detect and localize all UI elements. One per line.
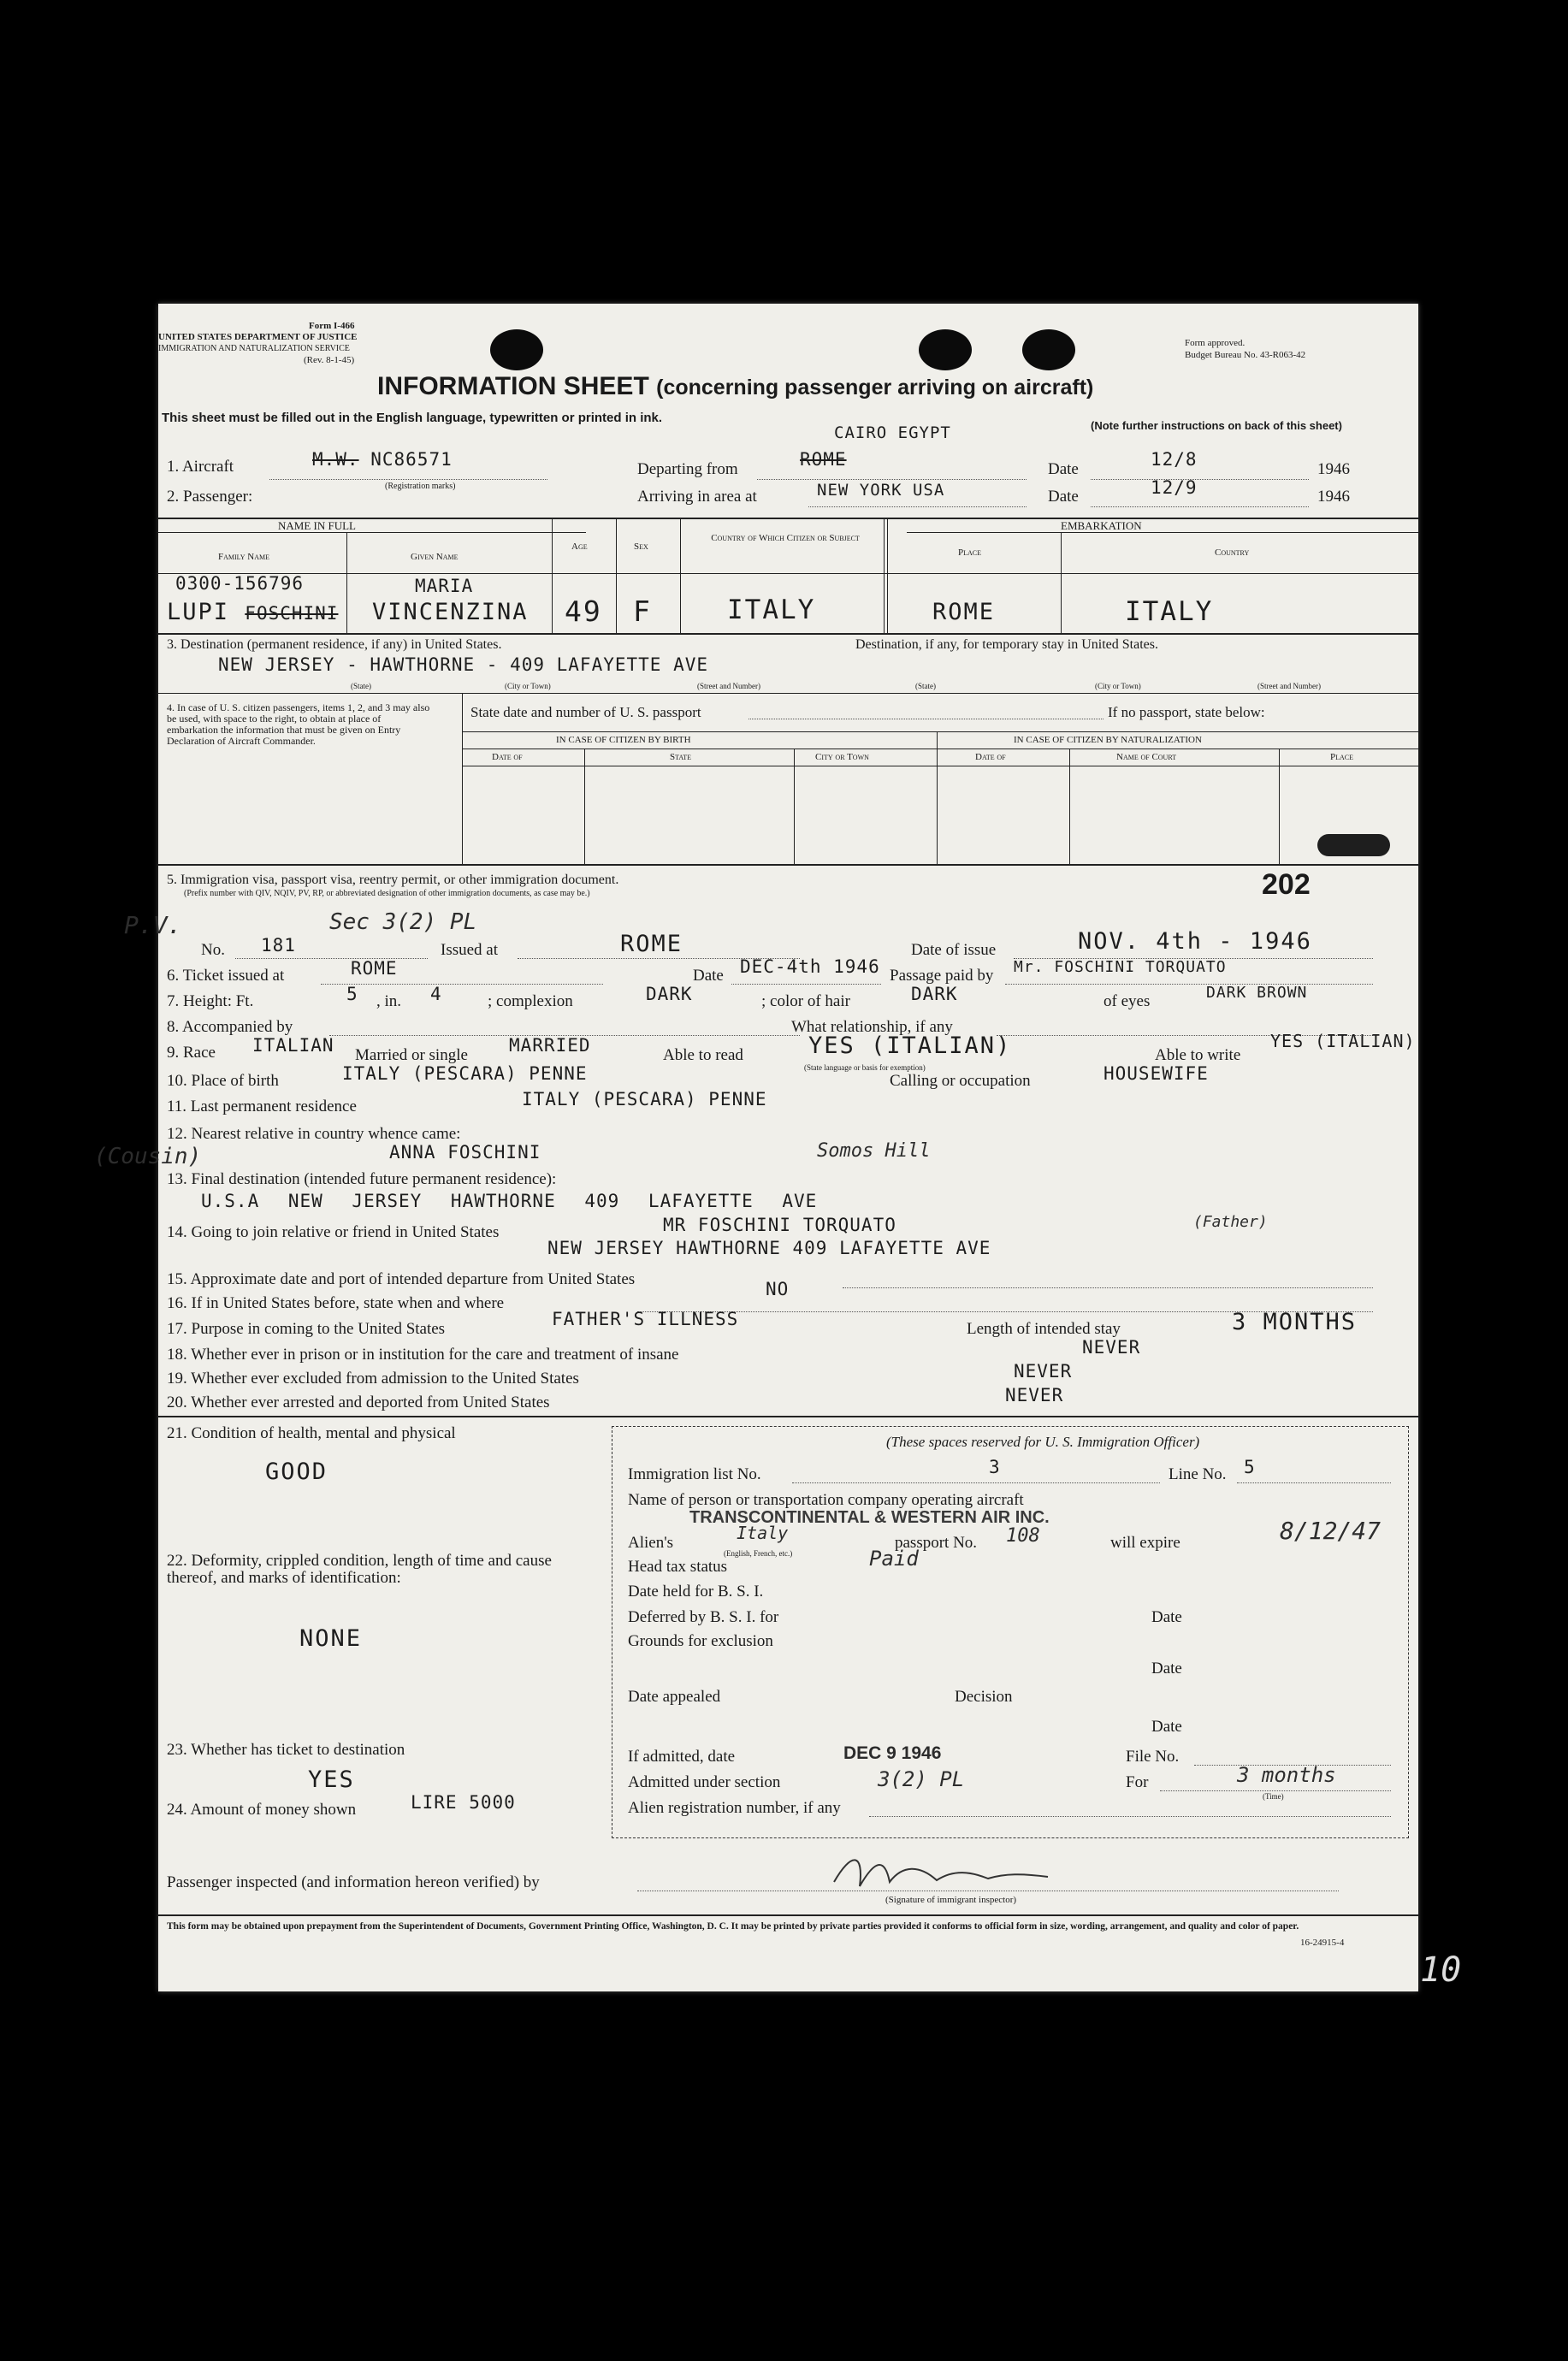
destination-value: NEW JERSEY - HAWTHORNE - 409 LAFAYETTE AVE [218, 654, 709, 675]
nat-place-header: Place [1330, 752, 1354, 762]
for-label: For [1126, 1773, 1149, 1791]
occupation-value: HOUSEWIFE [1104, 1063, 1209, 1084]
arriving-date-label: Date [1048, 488, 1079, 506]
read-caption: (State language or basis for exemption) [804, 1063, 926, 1072]
join-label: 14. Going to join relative or friend in United States [167, 1223, 500, 1241]
immigration-list-label: Immigration list No. [628, 1465, 761, 1483]
state-caption: (State) [915, 682, 936, 690]
stay-label: Length of intended stay [967, 1320, 1121, 1338]
destination-label: 3. Destination (permanent residence, if any) in United States. [167, 637, 502, 652]
family-name-header: Family Name [218, 552, 270, 562]
form-number: Form I-466 [309, 321, 355, 331]
aircraft-label: 1. Aircraft [167, 458, 234, 476]
birth-state-header: State [670, 752, 692, 762]
time-caption: (Time) [1263, 1792, 1284, 1801]
immigration-list-value: 3 [989, 1457, 1001, 1477]
street-caption: (Street and Number) [1257, 682, 1321, 690]
officer-passport-label: passport No. [895, 1534, 978, 1552]
read-label: Able to read [663, 1046, 743, 1064]
hair-label: ; color of hair [761, 992, 850, 1010]
complexion-value: DARK [646, 984, 693, 1004]
residence-label: 11. Last permanent residence [167, 1098, 357, 1115]
departing-struck: ROME [800, 449, 847, 470]
departing-year: 1946 [1317, 460, 1350, 478]
file-number: 0300-156796 [175, 573, 305, 594]
line-no-label: Line No. [1169, 1465, 1227, 1483]
punch-hole [490, 329, 543, 370]
birth-header: IN CASE OF CITIZEN BY BIRTH [556, 735, 691, 745]
no-passport-label: If no passport, state below: [1108, 704, 1265, 720]
visa-no-label: No. [201, 941, 225, 959]
health-label: 21. Condition of health, mental and physical [167, 1424, 456, 1442]
before-label: 16. If in United States before, state when and where [167, 1294, 505, 1312]
departure-label: 15. Approximate date and port of intended departure from United States [167, 1270, 636, 1288]
signature-caption: (Signature of immigrant inspector) [885, 1895, 1017, 1905]
citizen-header: Country of Which Citizen or Subject [711, 533, 860, 543]
relative-note: (Cousin) [94, 1144, 202, 1169]
ticket-destination-value: YES [308, 1766, 355, 1793]
expire-value: 8/12/47 [1280, 1517, 1382, 1545]
eyes-label: of eyes [1104, 992, 1151, 1010]
birth-city-header: City or Town [815, 752, 869, 762]
print-code: 16-24915-4 [1300, 1938, 1345, 1948]
read-value: YES (ITALIAN) [808, 1033, 1012, 1059]
arriving-year: 1946 [1317, 488, 1350, 506]
ticket-date-value: DEC-4th 1946 [740, 956, 880, 977]
write-label: Able to write [1155, 1046, 1241, 1064]
before-value: NO [766, 1279, 790, 1299]
deported-value: NEVER [1005, 1385, 1064, 1405]
visa-sublabel: (Prefix number with QIV, NQIV, PV, RP, or abbreviated designation of other immigration documents, as case may be.) [184, 889, 590, 898]
budget-bureau: Budget Bureau No. 43-R063-42 [1185, 350, 1306, 360]
appealed-label: Date appealed [628, 1688, 721, 1706]
headtax-value: Paid [869, 1547, 919, 1571]
agency-line: UNITED STATES DEPARTMENT OF JUSTICE [158, 332, 358, 342]
purpose-value: FATHER'S ILLNESS [552, 1309, 739, 1329]
embark-place-header: Place [958, 547, 982, 558]
class-note: Sec 3(2) PL [329, 909, 477, 935]
citizen-note: 4. In case of U. S. citizen passengers, items 1, 2, and 3 may also be used, with space to the right, to obtain at place of embarkation the information that must be given on Entry Declaration of Aircraft Commander. [167, 701, 430, 747]
instructions: This sheet must be filled out in the English language, typewritten or printed in ink. [162, 411, 663, 425]
height-in: 4 [430, 984, 442, 1004]
line-no-value: 5 [1244, 1457, 1256, 1477]
ticket-label: 6. Ticket issued at [167, 967, 285, 985]
embark-country-value: ITALY [1125, 596, 1214, 627]
section-value: 3(2) PL [878, 1767, 965, 1791]
money-value: LIRE 5000 [411, 1792, 516, 1813]
ink-blot [1317, 834, 1390, 856]
state-caption: (State) [351, 682, 371, 690]
married-value: MARRIED [509, 1035, 591, 1056]
ticket-date-label: Date [693, 967, 724, 985]
file-no-label: File No. [1126, 1748, 1180, 1766]
visa-label: 5. Immigration visa, passport visa, reentry permit, or other immigration document. [167, 873, 619, 887]
age-header: Age [571, 541, 588, 552]
relative-place: Somos Hill [817, 1140, 931, 1162]
arriving-value: NEW YORK USA [817, 481, 945, 500]
relative-value: ANNA FOSCHINI [389, 1142, 541, 1163]
decision-date-label: Date [1151, 1718, 1182, 1736]
relative-label: 12. Nearest relative in country whence came: [167, 1125, 461, 1143]
punch-hole [1022, 329, 1075, 370]
deformity-label: 22. Deformity, crippled condition, length of time and cause thereof, and marks of identification: [167, 1552, 552, 1587]
aliens-value: Italy [737, 1523, 789, 1543]
money-label: 24. Amount of money shown [167, 1801, 357, 1819]
deformity-value: NONE [299, 1625, 363, 1652]
excluded-value: NEVER [1014, 1361, 1073, 1382]
citizen-value: ITALY [727, 595, 816, 625]
excluded-label: 19. Whether ever excluded from admission to the United States [167, 1370, 579, 1388]
relationship-label: What relationship, if any [791, 1018, 953, 1036]
page-mark: 10 [1420, 1950, 1462, 1990]
birth-place-value: ITALY (PESCARA) PENNE [342, 1063, 588, 1084]
ticket-destination-label: 23. Whether has ticket to destination [167, 1741, 405, 1759]
headtax-label: Head tax status [628, 1558, 728, 1576]
embark-country-header: Country [1215, 547, 1250, 558]
section-label: Admitted under section [628, 1773, 781, 1791]
height-ft: 5 [346, 984, 358, 1004]
deferred-label: Deferred by B. S. I. for [628, 1608, 779, 1626]
date-of-issue-label: Date of issue [911, 941, 997, 959]
join-address: NEW JERSEY HAWTHORNE 409 LAFAYETTE AVE [547, 1238, 991, 1258]
residence-value: ITALY (PESCARA) PENNE [522, 1089, 767, 1109]
given-name-header: Given Name [411, 552, 459, 562]
officer-box [612, 1426, 1409, 1838]
race-value: ITALIAN [252, 1035, 334, 1056]
admitted-label: If admitted, date [628, 1748, 736, 1766]
for-value: 3 months [1237, 1763, 1336, 1787]
approval-line: Form approved. [1185, 338, 1246, 348]
inches-label: , in. [376, 992, 402, 1010]
form-sheet [94, 304, 1418, 1991]
aliens-caption: (English, French, etc.) [724, 1549, 793, 1558]
company-stamp: TRANSCONTINENTAL & WESTERN AIR INC. [689, 1508, 1050, 1527]
name-in-full-header: NAME IN FULL [278, 519, 356, 532]
passenger-label: 2. Passenger: [167, 488, 253, 506]
given-name-first: MARIA [415, 576, 474, 596]
sex-value: F [633, 595, 652, 628]
decision-label: Decision [955, 1688, 1013, 1706]
prison-value: NEVER [1082, 1337, 1141, 1358]
instructions-note: (Note further instructions on back of this sheet) [1091, 419, 1342, 432]
join-note: (Father) [1193, 1213, 1268, 1231]
exclusion-label: Grounds for exclusion [628, 1632, 773, 1650]
inspected-label: Passenger inspected (and information hereon verified) by [167, 1873, 540, 1891]
birth-date-header: Date of [492, 752, 523, 762]
birth-place-label: 10. Place of birth [167, 1072, 279, 1090]
date-of-issue-value: NOV. 4th - 1946 [1078, 928, 1312, 955]
street-caption: (Street and Number) [697, 682, 760, 690]
naturalization-header: IN CASE OF CITIZEN BY NATURALIZATION [1014, 735, 1202, 745]
family-name: LUPI FOSCHINI [167, 599, 339, 625]
final-destination-label: 13. Final destination (intended future permanent residence): [167, 1170, 557, 1188]
occupation-label: Calling or occupation [890, 1072, 1031, 1090]
stay-value: 3 MONTHS [1232, 1309, 1358, 1335]
race-label: 9. Race [167, 1044, 216, 1062]
ticket-value: ROME [351, 958, 398, 979]
health-value: GOOD [265, 1459, 328, 1485]
temp-destination-label: Destination, if any, for temporary stay in United States. [855, 637, 1158, 652]
purpose-label: 17. Purpose in coming to the United States [167, 1320, 446, 1338]
admitted-value: DEC 9 1946 [843, 1743, 942, 1763]
married-label: Married or single [355, 1046, 468, 1064]
alien-reg-label: Alien registration number, if any [628, 1799, 841, 1817]
footer-notice: This form may be obtained upon prepayment from the Superintendent of Documents, Government Printing Office, Washington, D. C. It may be printed by private parties provided it conforms to official form in size, wording, arrangement, and quality and color of paper. [167, 1921, 1299, 1932]
officer-passport-value: 108 [1006, 1525, 1040, 1547]
city-caption: (City or Town) [1095, 682, 1141, 690]
punch-hole [919, 329, 972, 370]
height-label: 7. Height: Ft. [167, 992, 254, 1010]
exclusion-date-label: Date [1151, 1660, 1182, 1678]
sex-header: Sex [634, 541, 648, 552]
deported-label: 20. Whether ever arrested and deported from United States [167, 1394, 550, 1411]
expire-label: will expire [1110, 1534, 1180, 1552]
revision-date: (Rev. 8-1-45) [304, 355, 355, 365]
company-label: Name of person or transportation company operating aircraft [628, 1491, 1024, 1509]
form-title: INFORMATION SHEET (concerning passenger arriving on aircraft) [377, 372, 1094, 400]
join-value: MR FOSCHINI TORQUATO [663, 1215, 896, 1235]
nat-court-header: Name of Court [1116, 752, 1177, 762]
eyes-value: DARK BROWN [1206, 984, 1308, 1002]
aircraft-value: M.W. NC86571 [312, 449, 453, 470]
issued-at-label: Issued at [441, 941, 499, 959]
age-value: 49 [565, 595, 602, 628]
officer-box-header: (These spaces reserved for U. S. Immigration Officer) [886, 1434, 1200, 1450]
departing-value: CAIRO EGYPT [834, 423, 951, 442]
final-destination-value: U.S.A NEW JERSEY HAWTHORNE 409 LAFAYETTE AVE [201, 1191, 818, 1211]
write-value: YES (ITALIAN) [1270, 1031, 1416, 1051]
stamp-number: 202 [1262, 868, 1311, 901]
city-caption: (City or Town) [505, 682, 551, 690]
prison-label: 18. Whether ever in prison or in institution for the care and treatment of insane [167, 1346, 679, 1364]
aliens-label: Alien's [628, 1534, 674, 1552]
departing-label: Departing from [637, 460, 738, 478]
given-name-second: VINCENZINA [372, 599, 529, 625]
deferred-date-label: Date [1151, 1608, 1182, 1626]
arriving-date: 12/9 [1151, 477, 1198, 498]
hair-value: DARK [911, 984, 958, 1004]
arriving-label: Arriving in area at [637, 488, 757, 506]
embarkation-header: EMBARKATION [1061, 519, 1142, 532]
departing-date-label: Date [1048, 460, 1079, 478]
nat-date-header: Date of [975, 752, 1006, 762]
complexion-label: ; complexion [488, 992, 573, 1010]
agency-subline: IMMIGRATION AND NATURALIZATION SERVICE [158, 344, 350, 353]
paid-by-label: Passage paid by [890, 967, 994, 985]
paid-by-value: Mr. FOSCHINI TORQUATO [1014, 958, 1227, 976]
issued-at-value: ROME [620, 931, 683, 957]
registration-caption: (Registration marks) [385, 482, 456, 491]
embark-place-value: ROME [932, 599, 996, 625]
bsi-label: Date held for B. S. I. [628, 1583, 764, 1601]
visa-no-value: 181 [261, 935, 296, 956]
passport-label: State date and number of U. S. passport [470, 704, 701, 720]
accompanied-label: 8. Accompanied by [167, 1018, 293, 1036]
inspector-signature [825, 1848, 1065, 1895]
margin-note: P.V. [124, 911, 182, 939]
departing-date: 12/8 [1151, 449, 1198, 470]
